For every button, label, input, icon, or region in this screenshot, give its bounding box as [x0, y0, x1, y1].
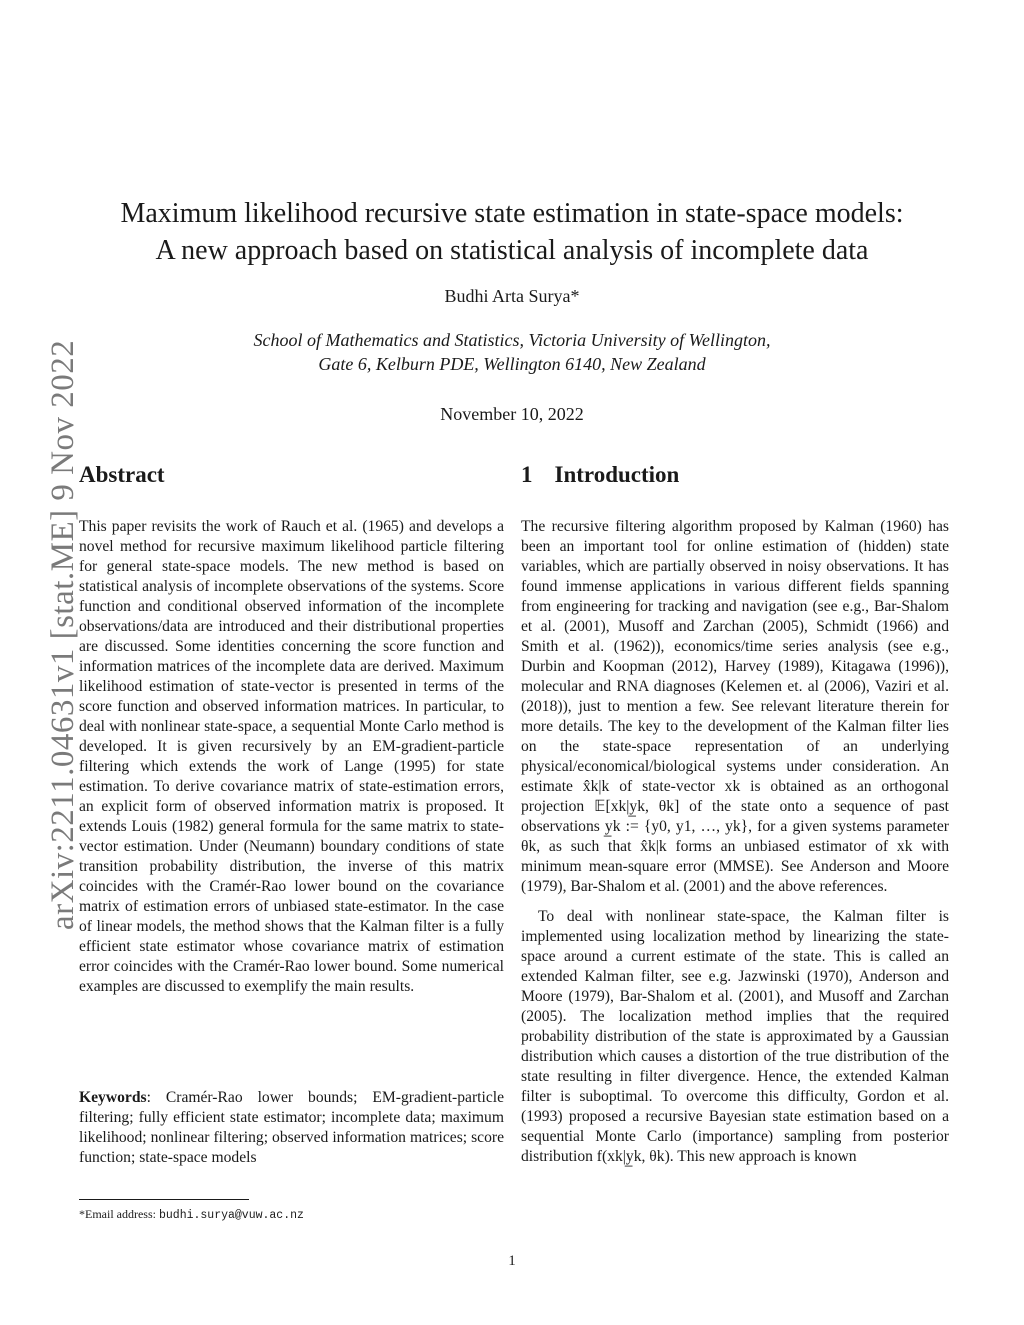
keywords-text: : Cramér-Rao lower bounds; EM-gradient-particle filtering; fully efficient state estimator; incomplete data; maximum likelihood; nonlinear filtering; observed information matrices; score function; state-space models	[79, 1089, 504, 1166]
title-line-1: Maximum likelihood recursive state estimation in state-space models:	[120, 198, 904, 229]
section-number: 1	[521, 462, 533, 487]
introduction-heading	[521, 462, 679, 488]
introduction-paragraph-2: To deal with nonlinear state-space, the Kalman filter is implemented using localization method by linearizing the state-space around a current estimate of the state. This is called an extended Kalman filter, see e.g. Jazwinski (1970), Anderson and Moore (1979), Bar-Shalom et al. (2001), and Musoff and Zarchan (2005). The localization method implies that the required probability distribution of the state is approximated by a Gaussian distribution which causes a distortion of the true distribution of the state resulting in filter divergence. Hence, the extended Kalman filter is suboptimal. To overcome this difficulty, Gordon et al. (1993) proposed a recursive Bayesian state estimation based on a sequential Monte Carlo (importance) sampling from posterior distribution f(xk|y̲k, θk). This new approach is known	[521, 908, 949, 1165]
footnote	[79, 1207, 304, 1222]
author-name: Budhi Arta Surya*	[444, 286, 580, 306]
paper-title	[60, 195, 964, 269]
introduction-body	[521, 517, 949, 1167]
keywords-block	[79, 1088, 504, 1168]
author-affiliation	[60, 328, 964, 376]
page-number: 1	[508, 1253, 516, 1269]
footnote-rule	[79, 1199, 249, 1200]
section-title: Introduction	[554, 462, 680, 487]
arxiv-identifier-sidebar: arXiv:2211.04631v1 [stat.ME] 9 Nov 2022	[45, 339, 81, 930]
title-line-2: A new approach based on statistical analysis of incomplete data	[155, 235, 869, 266]
affiliation-line-1: School of Mathematics and Statistics, Victoria University of Wellington,	[253, 330, 771, 350]
keywords-label: Keywords	[79, 1089, 147, 1106]
footnote-email-link[interactable]: budhi.surya@vuw.ac.nz	[158, 1209, 304, 1222]
footnote-label: *Email address:	[79, 1207, 159, 1221]
affiliation-line-2: Gate 6, Kelburn PDE, Wellington 6140, New Zealand	[318, 354, 706, 374]
introduction-paragraph-1: The recursive filtering algorithm proposed by Kalman (1960) has been an important tool for online estimation of (hidden) state variables, which are partially observed in noisy observations. It has found immense applications in various different fields spanning from engineering for tracking and navigation (see e.g., Bar-Shalom et al. (2001), Musoff and Zarchan (2005), Schmidt (1966) and Smith et al. (1962)), economics/time series analysis (see e.g., Durbin and Koopman (2012), Harvey (1989), Kitagawa (1996)), molecular and RNA diagnoses (Kelemen et. al (2006), Vaziri et al. (2018)), just to mention a few. See relevant literature therein for more details. The key to the development of the Kalman filter lies on the state-space representation of an underlying physical/economical/biological systems under consideration. An estimate x̂k|k of state-vector xk is obtained as an orthogonal projection 𝔼[xk|y̲k, θk] of the state onto a sequence of past observations y̲k := {y0, y1, …, yk}, for a given systems parameter θk, as such that x̂k|k forms an unbiased estimator of xk with minimum mean-square error (MMSE). See Anderson and Moore (1979), Bar-Shalom et al. (2001) and the above references.	[521, 518, 949, 895]
paper-date: November 10, 2022	[440, 404, 584, 424]
abstract-heading: Abstract	[79, 462, 165, 487]
abstract-text: This paper revisits the work of Rauch et al. (1965) and develops a novel method for recursive maximum likelihood particle filtering for general state-space models. The new method is based on statistical analysis of incomplete observations of the systems. Score function and conditional observed information of the incomplete observations/data are introduced and their distributional properties are discussed. Some identities concerning the score function and information matrices of the incomplete data are derived. Maximum likelihood estimation of state-vector is presented in terms of the score function and observed information matrices. In particular, to deal with nonlinear state-space, a sequential Monte Carlo method is developed. It is given recursively by an EM-gradient-particle filtering which extends the work of Lange (1995) for state estimation. To derive covariance matrix of state-estimation errors, an explicit form of observed information matrix is proposed. It extends Louis (1982) general formula for the same matrix to state-vector estimation. Under (Neumann) boundary conditions of state transition probability distribution, the inverse of this matrix coincides with the Cramér-Rao lower bound on the covariance matrix of estimation errors of unbiased state-estimator. In the case of linear models, the method shows that the Kalman filter is a fully efficient state estimator whose covariance matrix of estimation error coincides with the Cramér-Rao lower bound. Some numerical examples are discussed to exemplify the main results.	[79, 518, 504, 995]
abstract-body	[79, 517, 504, 997]
